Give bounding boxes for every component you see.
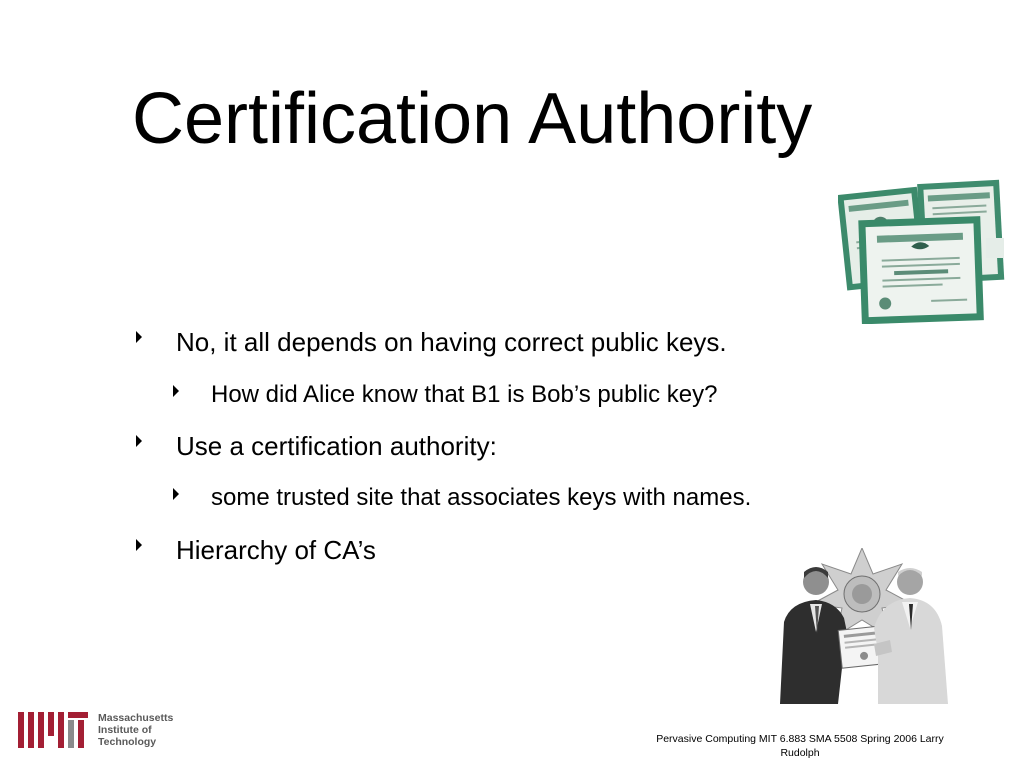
slide-title: Certification Authority — [132, 79, 813, 159]
bullet-text: Use a certification authority: — [176, 431, 497, 461]
ceremony-photo — [770, 548, 954, 704]
bullet-text: some trusted site that associates keys with names. — [211, 484, 752, 511]
slide-footer — [640, 732, 960, 760]
logo-line: Massachusetts — [98, 712, 174, 724]
bullet-text: Hierarchy of CA’s — [176, 535, 376, 565]
footer-line: Pervasive Computing MIT 6.883 SMA 5508 Spring 2006 Larry — [656, 733, 944, 745]
certificates-image — [838, 178, 1006, 324]
logo-line: Technology — [98, 736, 157, 748]
bullet-text: No, it all depends on having correct public keys. — [176, 327, 727, 357]
footer-line: Rudolph — [780, 747, 820, 759]
logo-line: Institute of — [98, 724, 152, 736]
bullet-arrow-icon — [134, 535, 144, 557]
bullet-arrow-icon — [134, 431, 144, 453]
mit-wordmark — [98, 712, 173, 748]
bullet-text: How did Alice know that B1 is Bob’s public key? — [211, 381, 718, 408]
bullet-arrow-icon — [171, 381, 181, 403]
bullet-arrow-icon — [171, 484, 181, 506]
bullet-arrow-icon — [134, 327, 144, 349]
